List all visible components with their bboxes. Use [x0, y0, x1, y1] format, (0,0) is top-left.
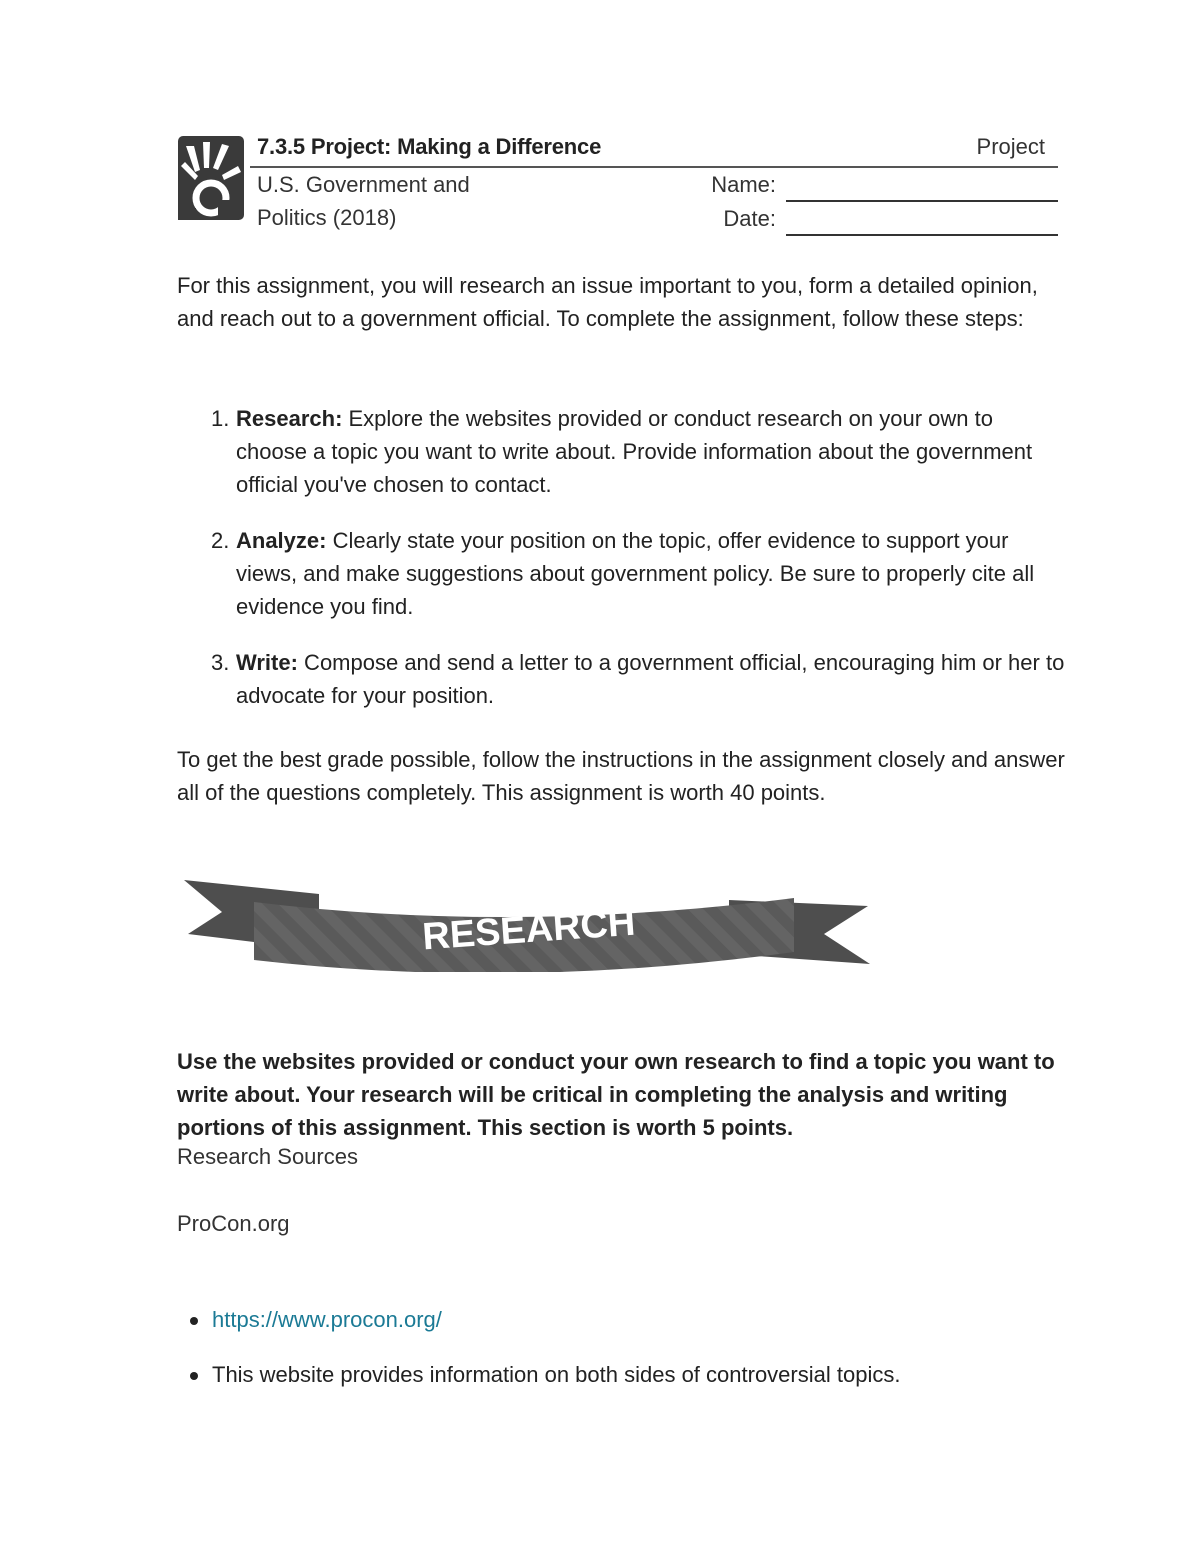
research-instructions: Use the websites provided or conduct your own research to find a topic you want to write about. Your research will be critical in completing the analysis and writing portions of this assignment. This section is worth 5 points.: [177, 1049, 1055, 1140]
bullet-icon: [190, 1372, 198, 1380]
procon-link[interactable]: https://www.procon.org/: [212, 1307, 442, 1332]
step-text: Compose and send a letter to a government official, encouraging him or her to advocate for your position.: [236, 650, 1065, 708]
course-name-line-1: U.S. Government and: [257, 172, 470, 197]
banner-text: RESEARCH: [421, 901, 637, 959]
list-item: [177, 1303, 1077, 1336]
step-text: Clearly state your position on the topic, offer evidence to support your views, and make suggestions about government policy. Be sure to properly cite all evidence you find.: [236, 528, 1035, 619]
research-sources-label: Research Sources: [177, 1144, 358, 1169]
school-logo-icon: [178, 136, 244, 220]
step-number: 3.: [211, 650, 230, 675]
step-term: Write:: [236, 650, 298, 675]
step-number: 2.: [211, 528, 230, 553]
course-name-line-2: Politics (2018): [257, 205, 397, 230]
step-term: Analyze:: [236, 528, 327, 553]
name-field[interactable]: [600, 172, 1058, 202]
source-details-list: [177, 1303, 1077, 1413]
steps-list: [177, 402, 1067, 735]
intro-paragraph: For this assignment, you will research an issue important to you, form a detailed opinion, and reach out to a government official. To complete the assignment, follow these steps:: [177, 273, 1038, 331]
bullet-icon: [190, 1317, 198, 1325]
step-text: Explore the websites provided or conduct research on your own to choose a topic you want to write about. Provide information about the government official you've chosen to contact.: [236, 406, 1033, 497]
step-term: Research:: [236, 406, 343, 431]
assignment-type: Project: [976, 134, 1045, 159]
step-item-write: [177, 646, 1067, 712]
date-label: Date:: [723, 206, 776, 231]
date-blank-line[interactable]: [786, 234, 1058, 236]
grading-paragraph: To get the best grade possible, follow the instructions in the assignment closely and answer all of the questions completely. This assignment is worth 40 points.: [177, 747, 1065, 805]
step-item-analyze: [177, 524, 1067, 623]
date-field[interactable]: [600, 206, 1058, 236]
source-site-name: ProCon.org: [177, 1211, 290, 1236]
list-item: [177, 1358, 1077, 1391]
course-name: [257, 168, 517, 234]
research-banner: [184, 872, 874, 972]
name-blank-line[interactable]: [786, 200, 1058, 202]
name-label: Name:: [711, 172, 776, 197]
source-description: This website provides information on both sides of controversial topics.: [212, 1362, 901, 1387]
assignment-title: 7.3.5 Project: Making a Difference: [257, 134, 602, 159]
step-number: 1.: [211, 406, 230, 431]
step-item-research: [177, 402, 1067, 501]
